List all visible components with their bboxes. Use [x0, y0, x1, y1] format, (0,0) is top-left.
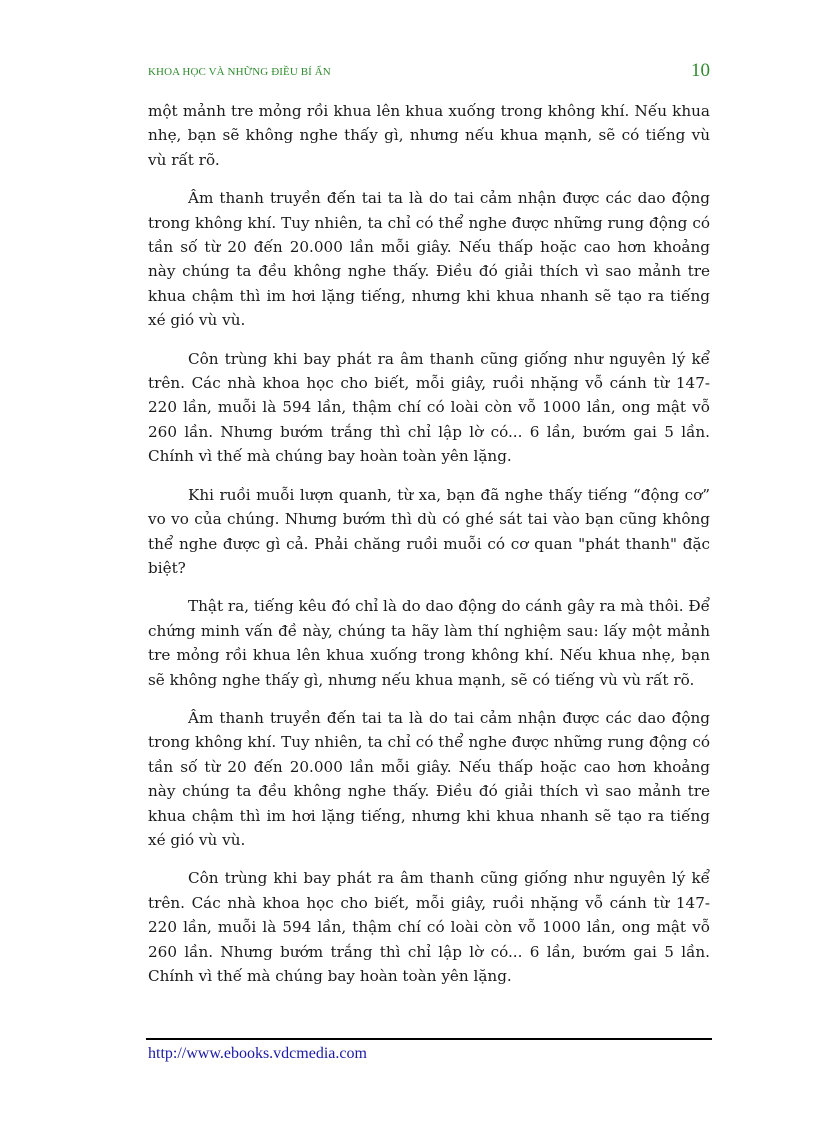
paragraph: Côn trùng khi bay phát ra âm thanh cũng giống như nguyên lý kể trên. Các nhà khoa học cho biết, mỗi giây, ruồi nhặng vỗ cánh từ 147-220 lần, muỗi là 594 lần, thậm chí có loài còn vỗ 1000 lần, ong mật vỗ 260 lần. Nhưng bướm trắng thì chỉ lập lờ có... 6 lần, bướm gai 5 lần. Chính vì thế mà chúng bay hoàn toàn yên lặng. — [148, 349, 710, 466]
footer-divider — [146, 1038, 712, 1040]
page-header — [148, 60, 712, 86]
paragraph-continued: một mảnh tre mỏng rồi khua lên khua xuống trong không khí. Nếu khua nhẹ, bạn sẽ không nghe thấy gì, nhưng nếu khua mạnh, sẽ có tiếng vù vù rất rõ. — [148, 102, 710, 169]
paragraph: Âm thanh truyền đến tai ta là do tai cảm nhận được các dao động trong không khí. Tuy nhiên, ta chỉ có thể nghe được những rung động có tần số từ 20 đến 20.000 lần mỗi giây. Nếu thấp hoặc cao hơn khoảng này chúng ta đều không nghe thấy. Điều đó giải thích vì sao mảnh tre khua chậm thì im hơi lặng tiếng, nhưng khi khua nhanh sẽ tạo ra tiếng xé gió vù vù. — [148, 708, 710, 849]
paragraph: Khi ruồi muỗi lượn quanh, từ xa, bạn đã nghe thấy tiếng “động cơ” vo vo của chúng. Nhưng bướm thì dù có ghé sát tai vào bạn cũng không thể nghe được gì cả. Phải chăng ruồi muỗi có cơ quan "phát thanh" đặc biệt? — [148, 485, 710, 577]
page-body — [148, 99, 710, 1002]
paragraph: Thật ra, tiếng kêu đó chỉ là do dao động do cánh gây ra mà thôi. Để chứng minh vấn đề này, chúng ta hãy làm thí nghiệm sau: lấy một mảnh tre mỏng rồi khua lên khua xuống trong không khí. Nếu khua nhẹ, bạn sẽ không nghe thấy gì, nhưng nếu khua mạnh, sẽ có tiếng vù vù rất rõ. — [148, 597, 710, 689]
paragraph: Côn trùng khi bay phát ra âm thanh cũng giống như nguyên lý kể trên. Các nhà khoa học cho biết, mỗi giây, ruồi nhặng vỗ cánh từ 147-220 lần, muỗi là 594 lần, thậm chí có loài còn vỗ 1000 lần, ong mật vỗ 260 lần. Nhưng bướm trắng thì chỉ lập lờ có... 6 lần, bướm gai 5 lần. Chính vì thế mà chúng bay hoàn toàn yên lặng. — [148, 869, 710, 985]
paragraph: Âm thanh truyền đến tai ta là do tai cảm nhận được các dao động trong không khí. Tuy nhiên, ta chỉ có thể nghe được những rung động có tần số từ 20 đến 20.000 lần mỗi giây. Nếu thấp hoặc cao hơn khoảng này chúng ta đều không nghe thấy. Điều đó giải thích vì sao mảnh tre khua chậm thì im hơi lặng tiếng, nhưng khi khua nhanh sẽ tạo ra tiếng xé gió vù vù. — [148, 189, 710, 330]
page-number: 10 — [691, 60, 710, 81]
footer-website-link[interactable]: http://www.ebooks.vdcmedia.com — [148, 1045, 367, 1062]
running-header-title: KHOA HỌC VÀ NHỮNG ĐIỀU BÍ ẨN — [148, 66, 331, 78]
